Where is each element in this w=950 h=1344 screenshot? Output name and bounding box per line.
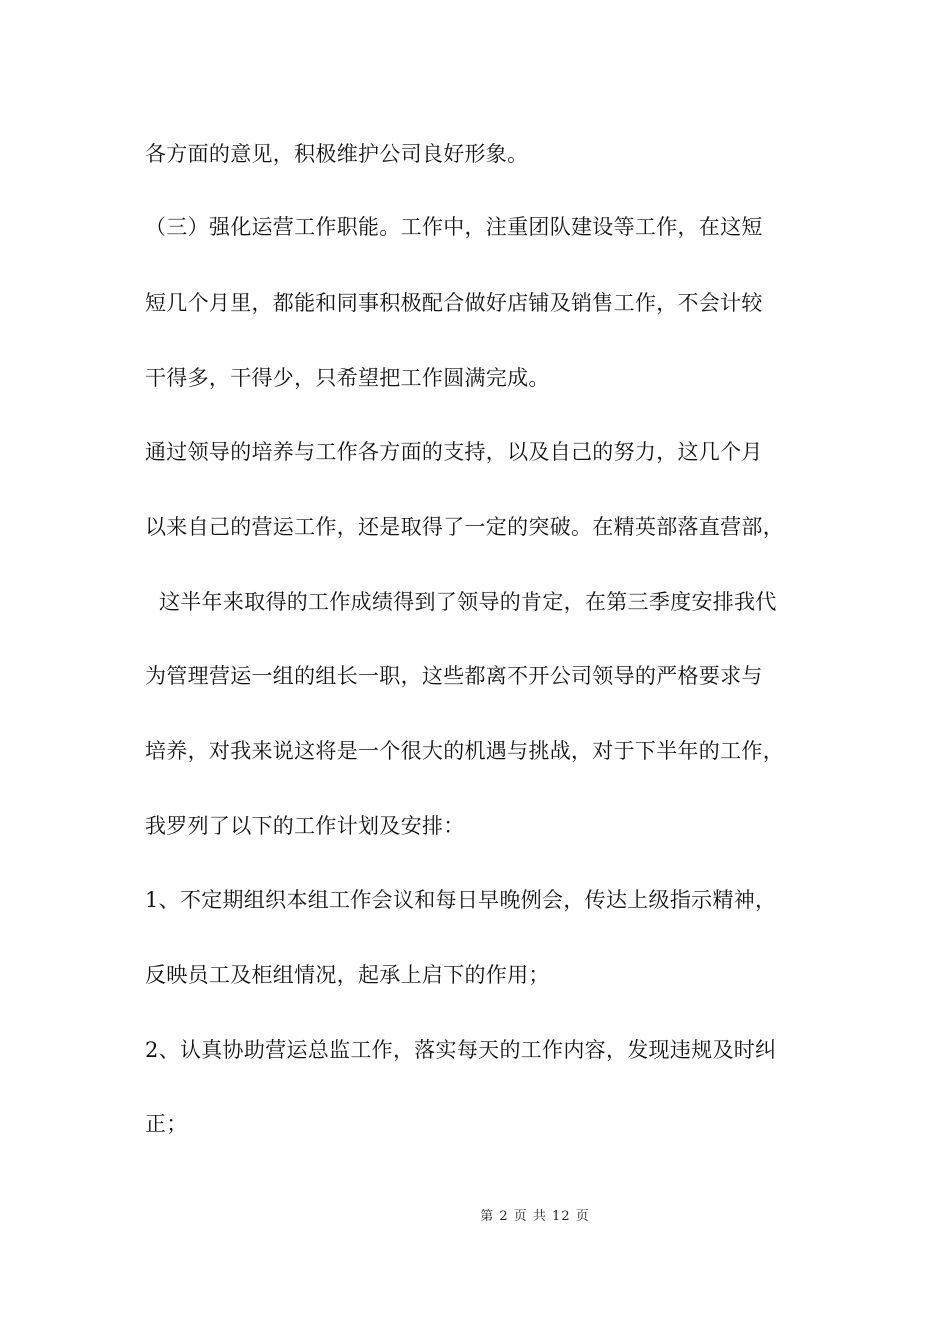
paragraph-line: 短几个月里，都能和同事积极配合做好店铺及销售工作，不会计较 bbox=[145, 291, 763, 315]
paragraph-line: 干得多，干得少，只希望把工作圆满完成。 bbox=[145, 366, 550, 390]
paragraph-line: 正； bbox=[145, 1112, 188, 1136]
paragraph-line: （三）强化运营工作职能。工作中，注重团队建设等工作，在这短 bbox=[145, 215, 763, 239]
paragraph-line: 1、不定期组织本组工作会议和每日早晚例会，传达上级指示精神， bbox=[145, 888, 777, 912]
paragraph-line: 各方面的意见，积极维护公司良好形象。 bbox=[145, 142, 529, 166]
paragraph-line: 培养，对我来说这将是一个很大的机遇与挑战，对于下半年的工作， bbox=[145, 739, 784, 763]
paragraph-line: 为管理营运一组的组长一职，这些都离不开公司领导的严格要求与 bbox=[145, 664, 763, 688]
paragraph-line: 2、认真协助营运总监工作，落实每天的工作内容，发现违规及时纠 bbox=[145, 1038, 777, 1062]
paragraph-line: 我罗列了以下的工作计划及安排： bbox=[145, 814, 465, 838]
paragraph-line: 反映员工及柜组情况，起承上启下的作用； bbox=[145, 963, 550, 987]
paragraph-line: 这半年来取得的工作成绩得到了领导的肯定，在第三季度安排我代 bbox=[145, 590, 777, 614]
paragraph-line: 以来自己的营运工作，还是取得了一定的突破。在精英部落直营部， bbox=[145, 515, 784, 539]
page-footer: 第 2 页 共 12 页 bbox=[480, 1209, 590, 1224]
paragraph-line: 通过领导的培养与工作各方面的支持，以及自己的努力，这几个月 bbox=[145, 440, 763, 464]
